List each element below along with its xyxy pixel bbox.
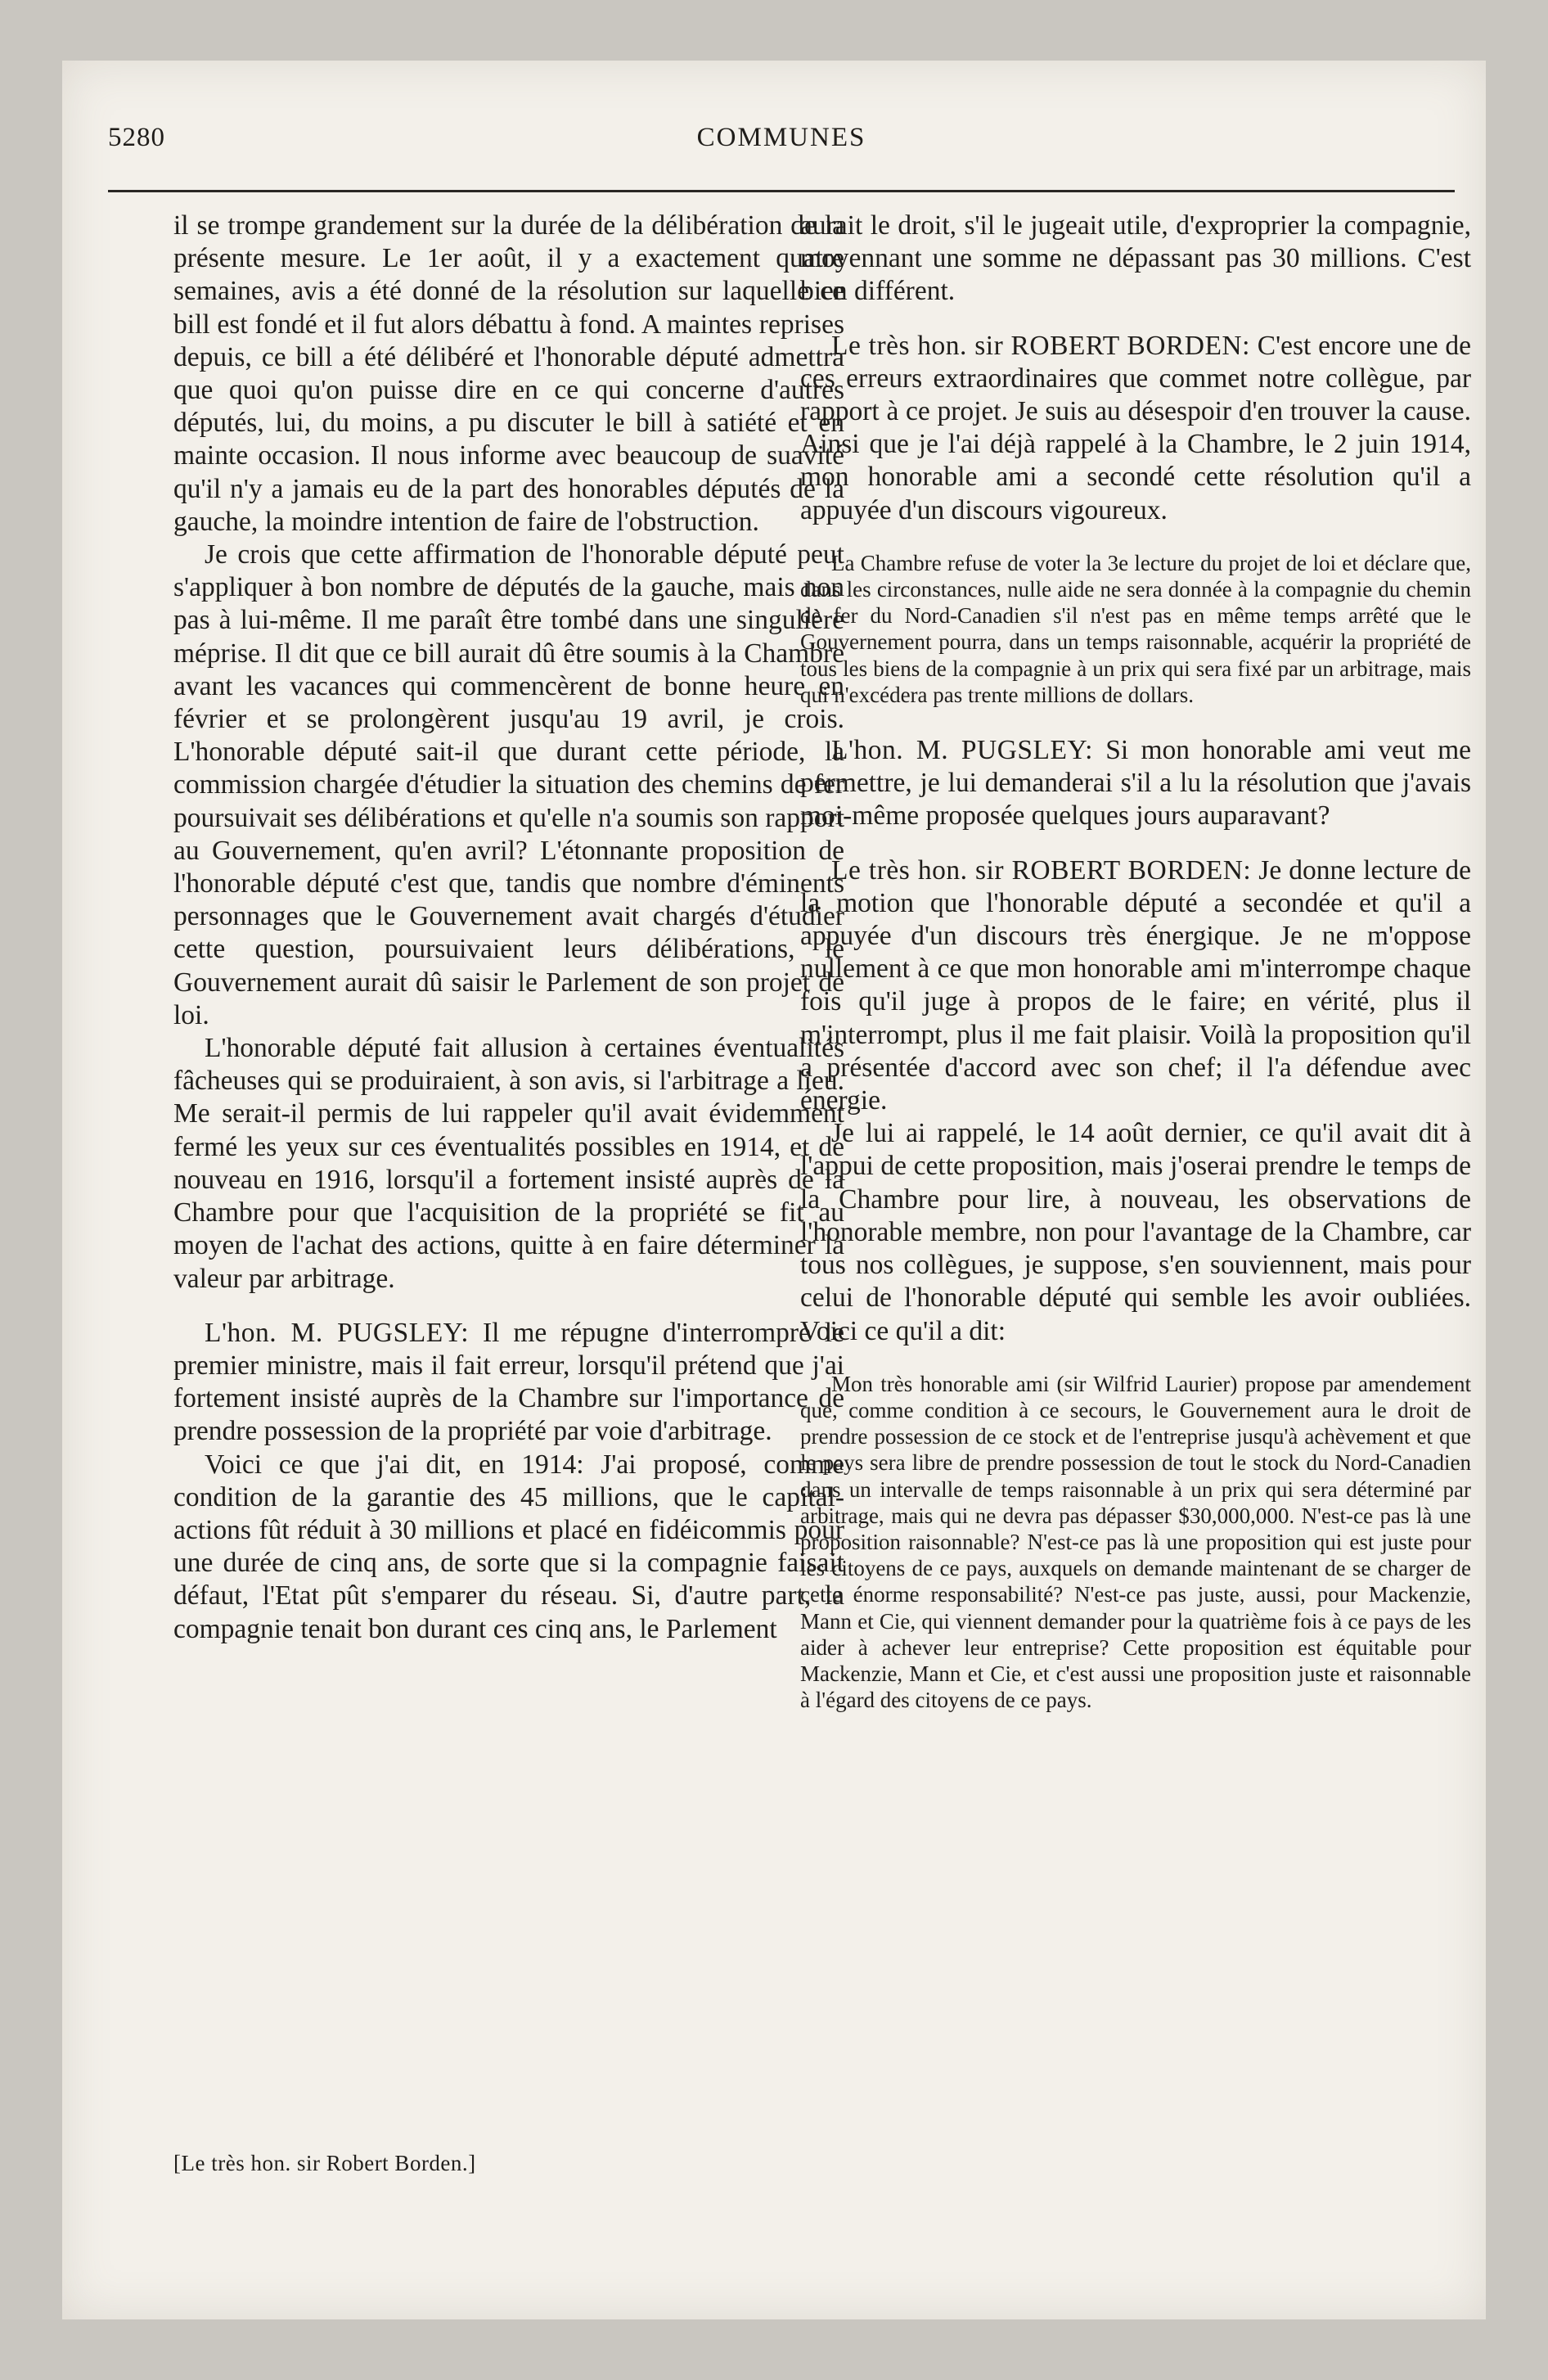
header-rule — [108, 190, 1455, 192]
speaker-name: L'hon. M. PUGSLEY: — [831, 735, 1093, 766]
paragraph: Je lui ai rappelé, le 14 août dernier, ce qu'il avait dit à l'appui de cette proposition, mais j'oserai prendre le temps de la Chambre pour lire, à nouveau, les observations de l'honorable membre, non pour l'avantage de la Chambre, car tous nos collègues, je suppose, s'en souviennent, mais pour celui de l'honorable député qui semble les avoir oubliées. Voici ce qu'il a dit: — [800, 1118, 1471, 1346]
speaker-footnote: [Le très hon. sir Robert Borden.] — [173, 2151, 476, 2175]
speech-text: Je donne lecture de la motion que l'honorable député a secondée et qu'il a appuyée d'un discours très énergique. Je ne m'oppose nullement à ce que mon honorable ami m'interrompe chaque fois qu'il juge à propos de le faire; en vérité, plus il m'interrompt, plus il me fait plaisir. Voilà la proposition qu'il a présentée d'accord avec son chef; il l'a défendue avec énergie. — [800, 854, 1471, 1116]
quoted-speech: Mon très honorable ami (sir Wilfrid Laurier) propose par amendement que, comme condition à ce secours, le Gouvernement aura le droit de prendre possession de ce stock et de l'entreprise jusqu'à achèvement et que le pays sera libre de prendre possession de tout le stock du Nord-Canadien dans un intervalle de temps raisonnable à un prix qui sera déterminé par arbitrage, mais qui ne devra pas dépasser $30,000,000. N'est-ce pas là une proposition raisonnable? N'est-ce pas là une proposition qui est juste pour les citoyens de ce pays, auxquels on demande maintenant de se charger de cette énorme responsabilité? N'est-ce pas juste, aussi, pour Mackenzie, Mann et Cie, qui viennent demander pour la quatrième fois à ce pays de les aider à achever leur entreprise? Cette proposition est équitable pour Mackenzie, Mann et Cie, et c'est aussi une proposition juste et raisonnable à l'égard des citoyens de ce pays. — [800, 1371, 1471, 1713]
speaker-name: Le très hon. sir ROBERT BORDEN: — [831, 330, 1250, 361]
speaker-name: Le très hon. sir ROBERT BORDEN: — [831, 854, 1252, 886]
running-head: COMMUNES — [696, 123, 866, 152]
paragraph: Je crois que cette affirmation de l'honorable député peut s'appliquer à bon nombre de députés de la gauche, mais non pas à lui-même. Il me paraît être tombé dans une singulière méprise. Il dit que ce bill aurait dû être soumis à la Chambre avant les vacances qui commencèrent de bonne heure en février et se prolongèrent jusqu'au 19 avril, je crois. L'honorable député sait-il que durant cette période, la commission chargée d'étudier la situation des chemins de fer poursuivait ses délibérations et qu'elle n'a soumis son rapport au Gouvernement, qu'en avril? L'étonnante proposition de l'honorable député c'est que, tandis que nombre d'éminents personnages que le Gouvernement avait chargés d'étudier cette question, poursuivaient leurs délibérations, le Gouvernement aurait dû saisir le Parlement de son projet de loi. — [173, 539, 844, 1030]
speaker-name: L'hon. M. PUGSLEY: — [205, 1317, 470, 1348]
page-number: 5280 — [108, 123, 165, 152]
paragraph: aurait le droit, s'il le jugeait utile, d'exproprier la compagnie, moyennant une somme ne dépassant pas 30 millions. C'est bien différent. — [800, 210, 1471, 307]
speech-text: Si mon honorable ami veut me permettre, je lui demanderai s'il a lu la résolution que j'avais moi-même proposée quelques jours auparavant? — [800, 735, 1471, 832]
paragraph — [800, 330, 1471, 527]
paragraph: il se trompe grandement sur la durée de la délibération de la présente mesure. Le 1er août, il y a exactement quatre semaines, avis a été donné de la résolution sur laquelle ce bill est fondé et il fut alors débattu à fond. A maintes reprises depuis, ce bill a été délibéré et l'honorable député admettra que quoi qu'on puisse dire en ce qui concerne d'autres députés, lui, du moins, a pu discuter le bill à satiété et en mainte occasion. Il nous informe avec beaucoup de suavité qu'il n'y a jamais eu de la part des honorables députés de la gauche, la moindre intention de faire de l'obstruction. — [173, 210, 844, 537]
page-header — [108, 123, 1455, 162]
paragraph — [173, 1317, 844, 1449]
speech-text: Il me répugne d'interrompre le premier ministre, mais il fait erreur, lorsqu'il prétend que j'ai fortement insisté auprès de la Chambre sur l'importance de prendre possession de la propriété par voie d'arbitrage. — [173, 1317, 844, 1447]
paragraph — [800, 734, 1471, 833]
quoted-resolution: La Chambre refuse de voter la 3e lecture du projet de loi et déclare que, dans les circonstances, nulle aide ne sera donnée à la compagnie du chemin de fer du Nord-Canadien s'il n'est pas en même temps arrêté que le Gouvernement pourra, dans un temps raisonnable, acquérir la propriété de tous les biens de la compagnie à un prix qui sera fixé par un arbitrage, mais qui n'excédera pas trente millions de dollars. — [800, 550, 1471, 707]
paragraph — [800, 854, 1471, 1118]
paragraph: Voici ce que j'ai dit, en 1914: J'ai proposé, comme condition de la garantie des 45 millions, que le capital-actions fût réduit à 30 millions et placé en fidéicommis pour une durée de cinq ans, de sorte que si la compagnie faisait défaut, l'Etat pût s'emparer du réseau. Si, d'autre part, la compagnie tenait bon durant ces cinq ans, le Parlement — [173, 1449, 844, 1644]
speech-text: C'est encore une de ces erreurs extraordinaires que commet notre collègue, par rapport à ce projet. Je suis au désespoir d'en trouver la cause. Ainsi que je l'ai déjà rappelé à la Chambre, le 2 juin 1914, mon honorable ami a secondé cette résolution qu'il a appuyée d'un discours vigoureux. — [800, 330, 1472, 525]
right-column — [800, 210, 1471, 1739]
left-column — [173, 210, 844, 1646]
paragraph: L'honorable député fait allusion à certaines éventualités fâcheuses qui se produiraient, à son avis, si l'arbitrage a lieu. Me serait-il permis de lui rappeler qu'il avait évidemment fermé les yeux sur ces éventualités possibles en 1914, et de nouveau en 1916, lorsqu'il a fortement insisté auprès de la Chambre pour que l'acquisition de la propriété se fit au moyen de l'achat des actions, quitte à en faire déterminer la valeur par arbitrage. — [173, 1033, 844, 1294]
